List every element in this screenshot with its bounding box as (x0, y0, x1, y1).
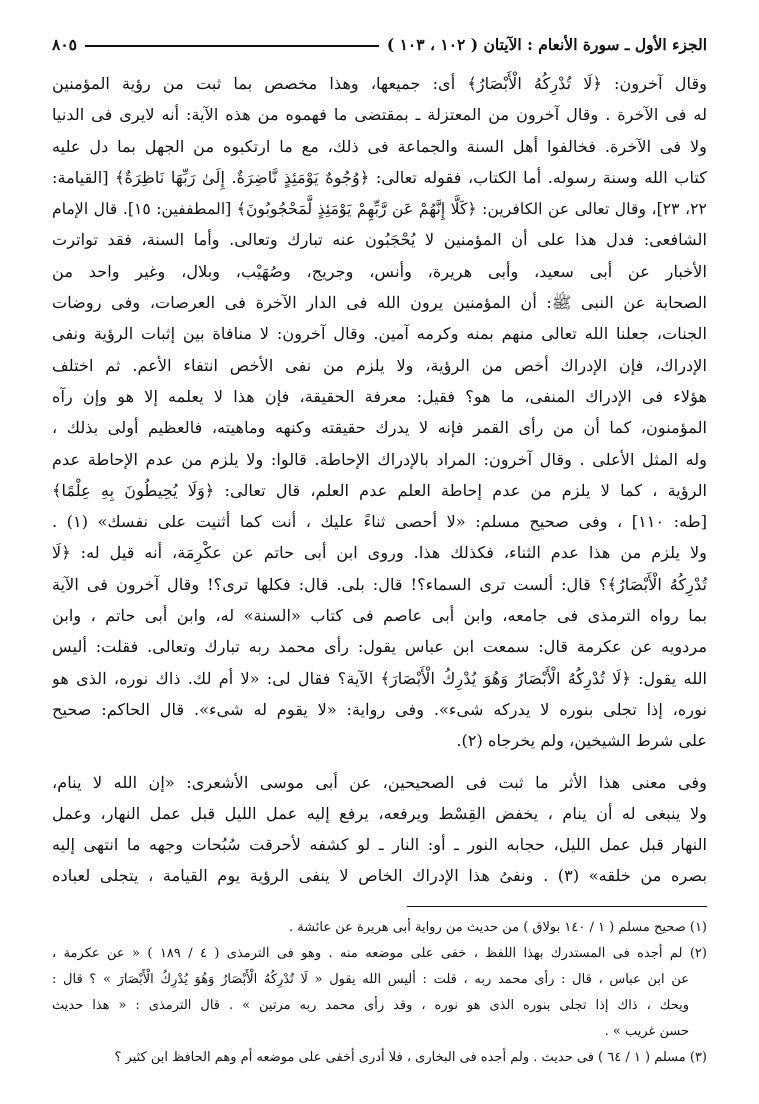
text-line: الجنات، جعلنا الله تعالى منهم بمنه وكرمه آمين. وقال آخرون: لا منافاة بين إثبات الرؤية ونفى (52, 324, 707, 344)
paragraph-1 (52, 68, 707, 757)
text-line: [طه: ١١٠] ، وفى صحيح مسلم: «لا أحصى ثناءً عليك ، أنت كما أثنيت على نفسك» (١) . (52, 512, 707, 532)
page-number: ٨٠٥ (52, 34, 77, 54)
text-line: بما رواه الترمذى فى جامعه، وابن أبى عاصم فى كتاب «السنة» له، وابن أبى حاتم ، وابن (52, 606, 707, 626)
text-line: نوره، إذا تجلى بنوره لا يدركه شىء». وفى رواية: «لا يقوم له شىء». قال الحاكم: صحيح (52, 699, 707, 719)
footnote-2-line: (٢) لم أجده فى المستدرك بهذا اللفظ ، خفى على موضعه منه . وهو فى الترمذى ( ٤ / ١٨٩ ) « عن عكرمة ، (52, 945, 707, 961)
paragraph-2 (52, 767, 707, 892)
text-line: ولا يلزم من هذا عدم الثناء، فكذلك هذا. وروى ابن أبى حاتم عن عكْرِمَة، أنه قيل له: ﴿لَا (52, 543, 707, 563)
text-line: مردويه عن عكرمة قال: سمعت ابن عباس يقول: رأى محمد ربه تبارك وتعالى. فقلت: أليس (52, 637, 707, 657)
running-header (52, 28, 707, 60)
text-line: الأخبار عن أبى سعيد، وأبى هريرة، وأنس، وجريج، وصُهَيْب، وبلال، وغير واحد من (52, 261, 707, 281)
main-text (52, 68, 707, 892)
footnote-2-line: ويحك ، ذاك إذا تجلى بنوره الذى هو نوره ، وقد رأى محمد ربه مرتين » . قال الترمذى : « هذا حديث (52, 997, 689, 1013)
text-line: الله يقول: ﴿لَا تُدْرِكُهُ الْأَبْصَارُ وَهُوَ يُدْرِكُ الْأَبْصَارَ﴾ الآية؟ فقال لى: «لا أم لك. ذاك نوره، الذى هو (52, 668, 707, 688)
text-line: كتاب الله وسنة رسوله. أما الكتاب، فقوله تعالى: ﴿وُجُوهٌ يَوْمَئِذٍ نَّاضِرَةٌ. إِلَىٰ رَبِّهَا نَاظِرَةٌ﴾ [القيامة: (52, 167, 707, 187)
text-line: الشافعى: فدل هذا على أن المؤمنين لا يُحْجَبُون عنه تبارك وتعالى. وأما السنة، فقد تواترت (52, 230, 707, 250)
footnote-separator (407, 906, 707, 907)
header-title: الجزء الأول ـ سورة الأنعام : الآيتان ( ١٠٢ ، ١٠٣ ) (386, 34, 707, 54)
text-line: وفى معنى هذا الأثر ما ثبت فى الصحيحين، عن أبى موسى الأشعرى: «إن الله لا ينام، (52, 772, 707, 792)
text-line: على شرط الشيخين، ولم يخرجاه (٢). (456, 731, 707, 751)
page (52, 28, 707, 1071)
footnotes (52, 915, 707, 1071)
text-line: وقال آخرون: ﴿لَا تُدْرِكُهُ الْأَبْصَارُ﴾ أى: جميعها، وهذا مخصص بما ثبت من رؤية المؤمنين (52, 74, 707, 93)
text-line: ٢٢، ٢٣]، وقال تعالى عن الكافرين: ﴿كَلَّا إِنَّهُمْ عَن رَّبِّهِمْ يَوْمَئِذٍ لَّمَحْجُوبُونَ﴾ [المطففين: ١٥]. قال الإمام (52, 199, 707, 219)
text-line: تُدْرِكُهُ الْأَبْصَارُ﴾؟ قال: ألست ترى السماء؟! قال: بلى. قال: فكلها ترى؟! وقال آخرون فى الآية (52, 574, 707, 594)
text-line: وله المثل الأعلى . وقال آخرون: المراد بالإدراك الإحاطة. قالوا: ولا يلزم من عدم الإحاطة عدم (52, 449, 707, 469)
text-line: الصحابة عن النبى ﷺ: أن المؤمنين يرون الله فى الدار الآخرة فى العرصات، وفى روضات (52, 293, 707, 313)
text-line: بصره من خلقه» (٣) . ونفىُ هذا الإدراك الخاص لا ينفى الرؤية يوم القيامة ، يتجلى لعباده (52, 866, 707, 886)
footnote-1: (١) صحيح مسلم ( ١ / ١٤٠ بولاق ) من حديث من رواية أبى هريرة عن عائشة . (288, 919, 707, 935)
text-line: له فى الآخرة . وقال آخرون من المعتزلة ـ بمقتضى ما فهموه من هذه الآية: أنه لايرى فى الدنيا (52, 105, 707, 125)
footnote-3: (٣) مسلم ( ١ / ٦٤ ) فى حديث . ولم أجده فى البخارى ، فلا أدرى أخفى على موضعه أم وهم الحافظ ابن كثير ؟ (114, 1049, 707, 1065)
header-rule (85, 45, 379, 47)
text-line: هؤلاء فى الإدراك المنفى، ما هو؟ فقيل: معرفة الحقيقة، فإن هذا لا يعلمه إلا هو وإن رآه (52, 386, 707, 406)
text-line: الإدراك، فإن الإدراك أخص من الرؤية، ولا يلزم من نفى الأخص انتفاء الأعم. ثم اختلف (52, 355, 707, 375)
footnote-2-line: عن ابن عباس ، قال : رأى محمد ربه ، قلت : أليس الله يقول « لَا تُدْرِكُهُ الْأَبْصَارُ وَهُوَ يُدْرِكُ الْأَبْصَارَ » ؟ قال : (52, 971, 689, 987)
footnote-2-line: حسن غريب » . (604, 1023, 689, 1039)
text-line: النهار قبل عمل الليل، حجابه النور ـ أو: النار ـ لو كشفه لأحرقت سُبُحات وجهه ما انتهى إليه (52, 835, 707, 855)
text-line: ولا ينبغى له أن ينام ، يخفض القِسْط ويرفعه، يرفع إليه عمل الليل قبل عمل النهار، وعمل (52, 803, 707, 823)
text-line: الرؤية ، كما لا يلزم من عدم إحاطة العلم عدم العلم، قال تعالى: ﴿وَلَا يُحِيطُونَ بِهِ عِلْمًا﴾ (52, 480, 707, 500)
text-line: المؤمنون، كما أن من رأى القمر فإنه لا يدرك حقيقته وكنهه وماهيته، فالعظيم أولى بذلك ، (52, 418, 707, 438)
text-line: ولا فى الآخرة. فخالفوا أهل السنة والجماعة فى ذلك، مع ما ارتكبوه من الجهل بما دل عليه (52, 136, 707, 156)
